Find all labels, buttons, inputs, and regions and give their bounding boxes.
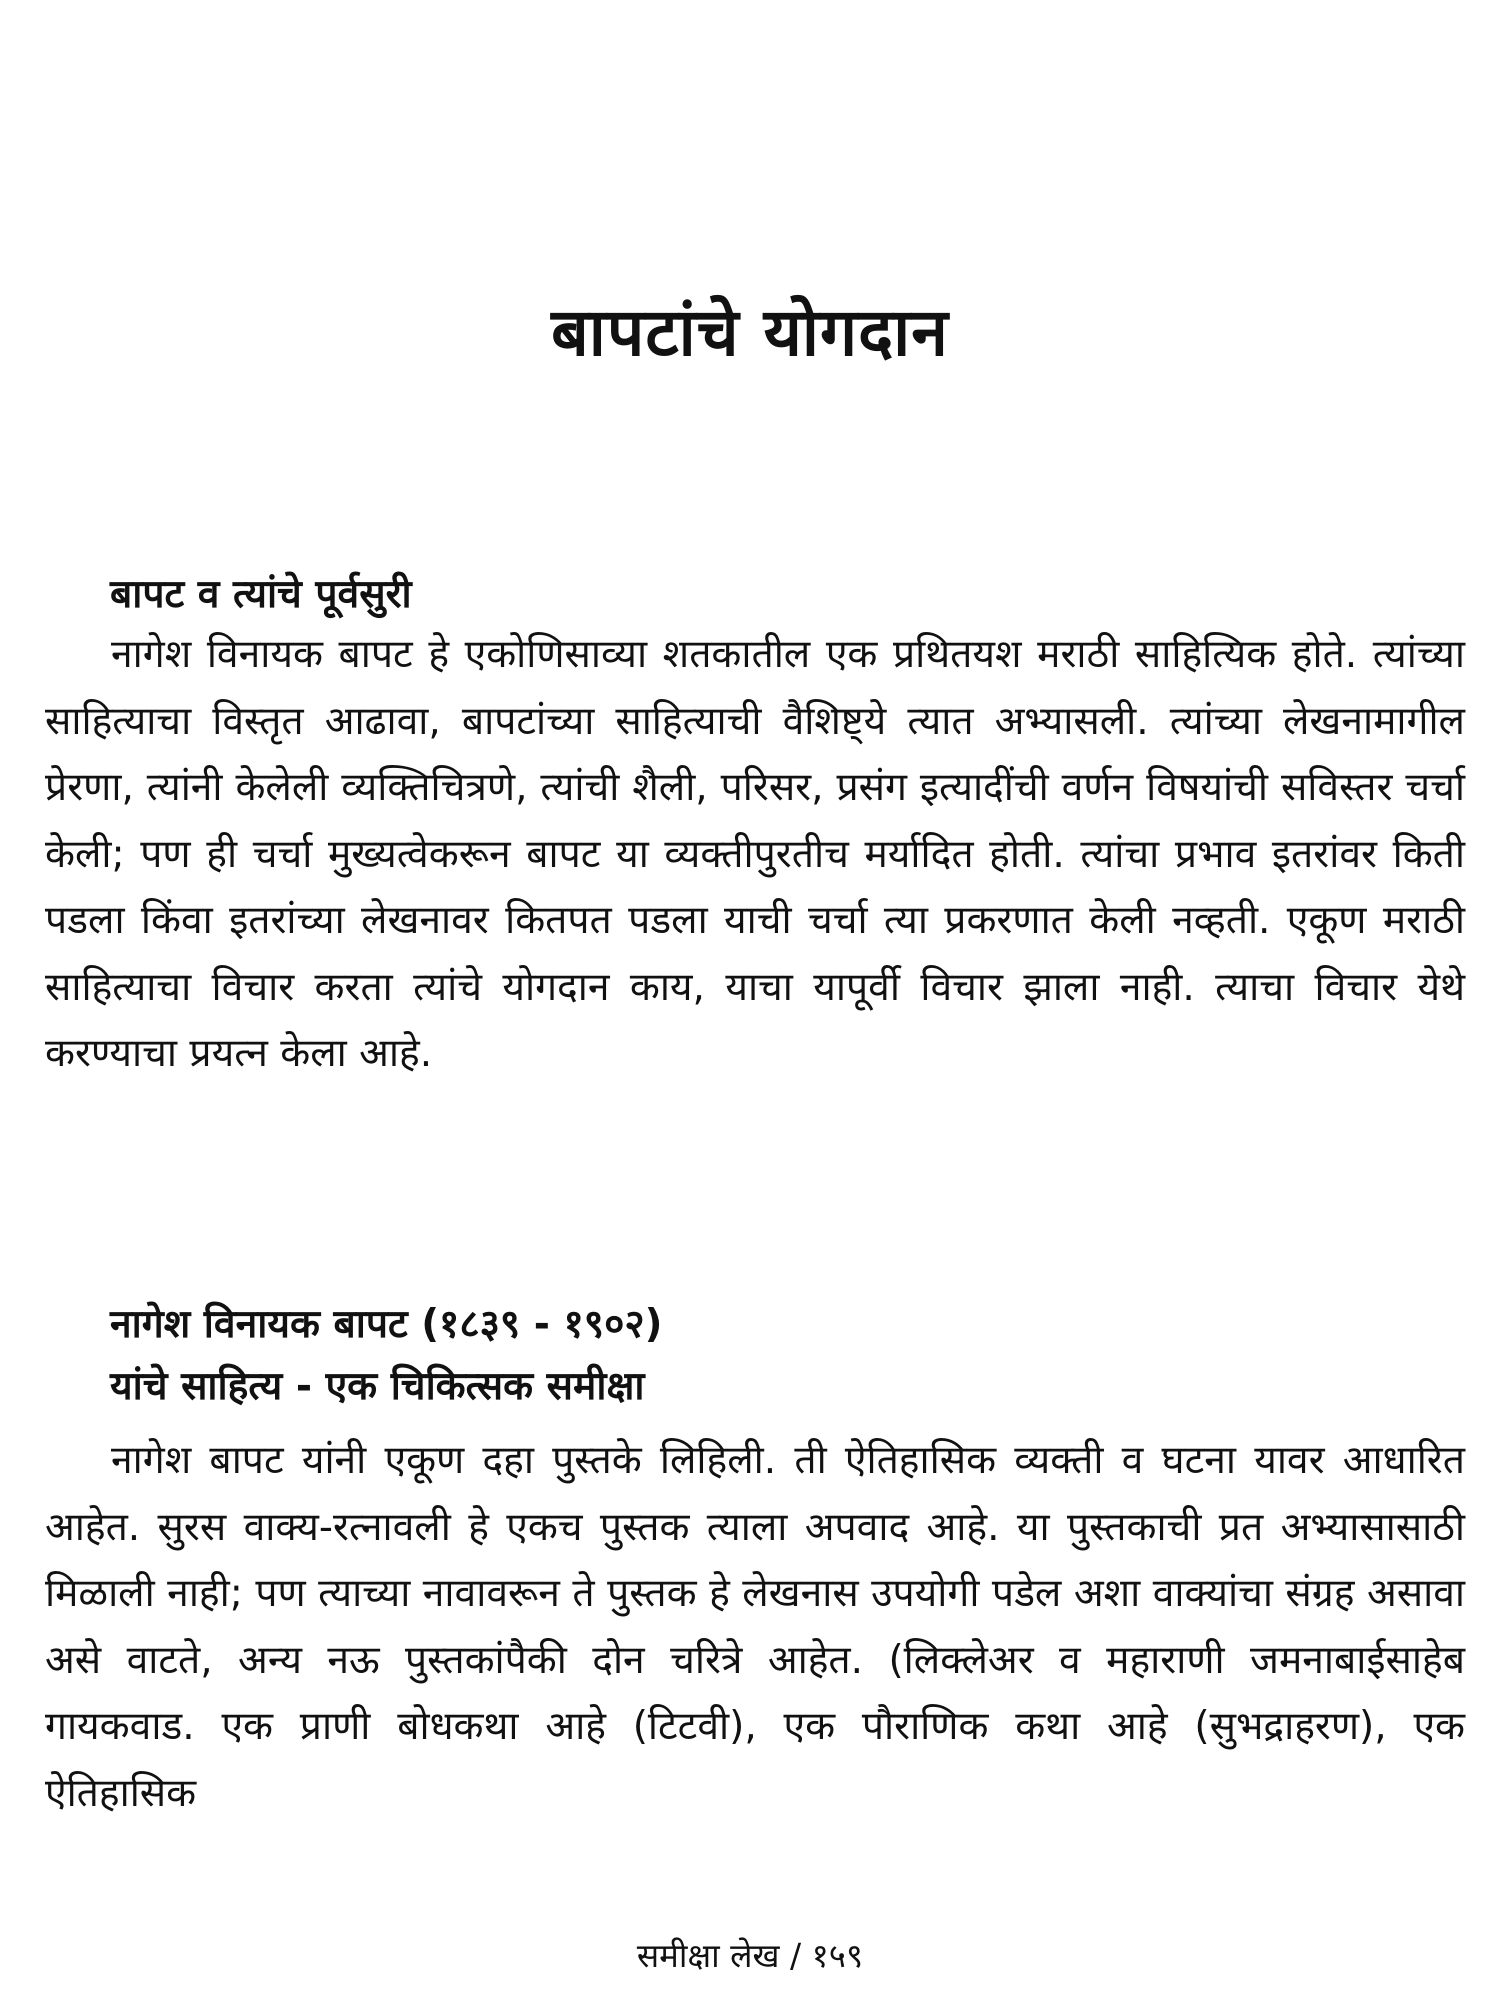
paragraph-text: नागेश बापट यांनी एकूण दहा पुस्तके लिहिली. ती ऐतिहासिक व्यक्ती व घटना यावर आधारित आहेत. सुरस वाक्य-रत्नावली हे एकच पुस्तक त्याला अपवाद आहे. या पुस्तकाची प्रत अभ्यासासाठी मिळाली नाही; पण त्याच्या नावावरून ते पुस्तक हे लेखनास उपयोगी पडेल अशा वाक्यांचा संग्रह असावा असे वाटते, अन्य नऊ पुस्तकांपैकी दोन चरित्रे आहेत. (लिक्लेअर व महाराणी जमनाबाईसाहेब गायकवाड. एक प्राणी बोधकथा आहे (टिटवी), एक पौराणिक कथा आहे (सुभद्राहरण), एक ऐतिहासिक (45, 1438, 1465, 1816)
section-heading-critical-review: यांचे साहित्य - एक चिकित्सक समीक्षा (110, 1364, 645, 1409)
paragraph-text: नागेश विनायक बापट हे एकोणिसाव्या शतकातील एक प्रथितयश मराठी साहित्यिक होते. त्यांच्या साहित्याचा विस्तृत आढावा, बापटांच्या साहित्याची वैशिष्ट्ये त्यात अभ्यासली. त्यांच्या लेखनामागील प्रेरणा, त्यांनी केलेली व्यक्तिचित्रणे, त्यांची शैली, परिसर, प्रसंग इत्यादींची वर्णन विषयांची सविस्तर चर्चा केली; पण ही चर्चा मुख्यत्वेकरून बापट या व्यक्तीपुरतीच मर्यादित होती. त्यांचा प्रभाव इतरांवर किती पडला किंवा इतरांच्या लेखनावर कितपत पडला याची चर्चा त्या प्रकरणात केली नव्हती. एकूण मराठी साहित्याचा विचार करता त्यांचे योगदान काय, याचा यापूर्वी विचार झाला नाही. त्याचा विचार येथे करण्याचा प्रयत्न केला आहे. (45, 632, 1465, 1076)
paragraph-works (45, 1428, 1465, 1827)
chapter-title: बापटांचे योगदान (551, 294, 949, 371)
section-heading-author-dates: नागेश विनायक बापट (१८३९ - १९०२) (110, 1302, 663, 1347)
section-heading-predecessors: बापट व त्यांचे पूर्वसुरी (110, 572, 412, 617)
paragraph-predecessors (45, 622, 1465, 1088)
page-footer: समीक्षा लेख / १५९ (636, 1936, 864, 1975)
